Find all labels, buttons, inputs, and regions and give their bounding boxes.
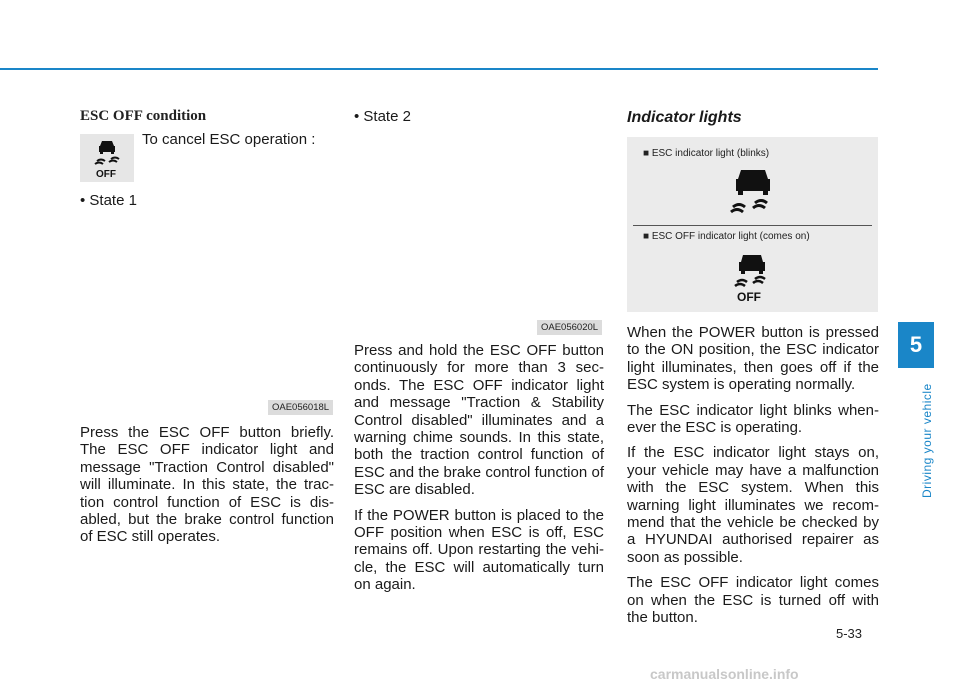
car-skid-off-icon [80,134,134,182]
right-paragraph-3: If the ESC indicator light stays on, your vehicle may have a malfunction with the ESC system. When this warning light illuminates we recom-mend that the vehicle be checked by a HYUNDAI authorised repairer as soon as possible. [627,444,879,566]
left-paragraph: Press the ESC OFF button briefly. The ESC OFF indicator light and message "Traction Control disabled" will illuminate. In this state, the trac-tion control function of ESC is dis-abled, but the brake control function of ESC still operates. [80,424,334,546]
middle-paragraph-1: Press and hold the ESC OFF button continuously for more than 3 sec-onds. The ESC OFF indicator light and message "Traction & Stability Control disabled" illuminates and a warning chime sounds. In this state, both the traction control function of ESC and the brake control function of ESC are disabled. [354,342,604,499]
middle-paragraph-block [354,342,604,602]
indicator-off-label: OFF [737,290,761,304]
state-2-label: • State 2 [354,108,411,125]
esc-indicator-label: ■ ESC indicator light (blinks) [643,148,770,159]
image-caption-middle: OAE056020L [537,320,602,335]
indicator-lights-title: Indicator lights [627,109,742,126]
cancel-instruction: To cancel ESC operation : [142,131,316,148]
esc-indicator-icon [729,165,777,217]
watermark: carmanualsonline.info [650,666,799,682]
image-caption-left: OAE056018L [268,400,333,415]
icon-off-label: OFF [96,169,116,180]
esc-off-button-icon [80,134,134,182]
state-1-label: • State 1 [80,192,137,209]
esc-off-indicator-icon [731,251,775,305]
esc-off-indicator-label: ■ ESC OFF indicator light (comes on) [643,231,810,242]
left-paragraph-block [80,424,334,554]
header-rule [0,68,878,70]
right-paragraph-block [627,324,879,635]
chapter-title-vertical [904,372,934,502]
indicator-divider [633,225,872,226]
middle-paragraph-2: If the POWER button is placed to the OFF position when ESC is off, ESC remains off. Upon restarting the vehi-cle, the ESC will automatically turn on again. [354,506,604,594]
chapter-number-tab: 5 [898,322,934,368]
page-number: 5-33 [836,626,863,641]
chapter-title: Driving your vehicle [920,383,934,498]
right-paragraph-2: The ESC indicator light blinks when-ever the ESC is operating. [627,401,879,437]
right-paragraph-4: The ESC OFF indicator light comes on when the ESC is turned off with the button. [627,574,879,627]
right-paragraph-1: When the POWER button is pressed to the ON position, the ESC indicator light illuminates, then goes off if the ESC system is operating normally. [627,324,879,394]
section-title: ESC OFF condition [80,108,207,124]
indicator-lights-panel [627,137,878,312]
